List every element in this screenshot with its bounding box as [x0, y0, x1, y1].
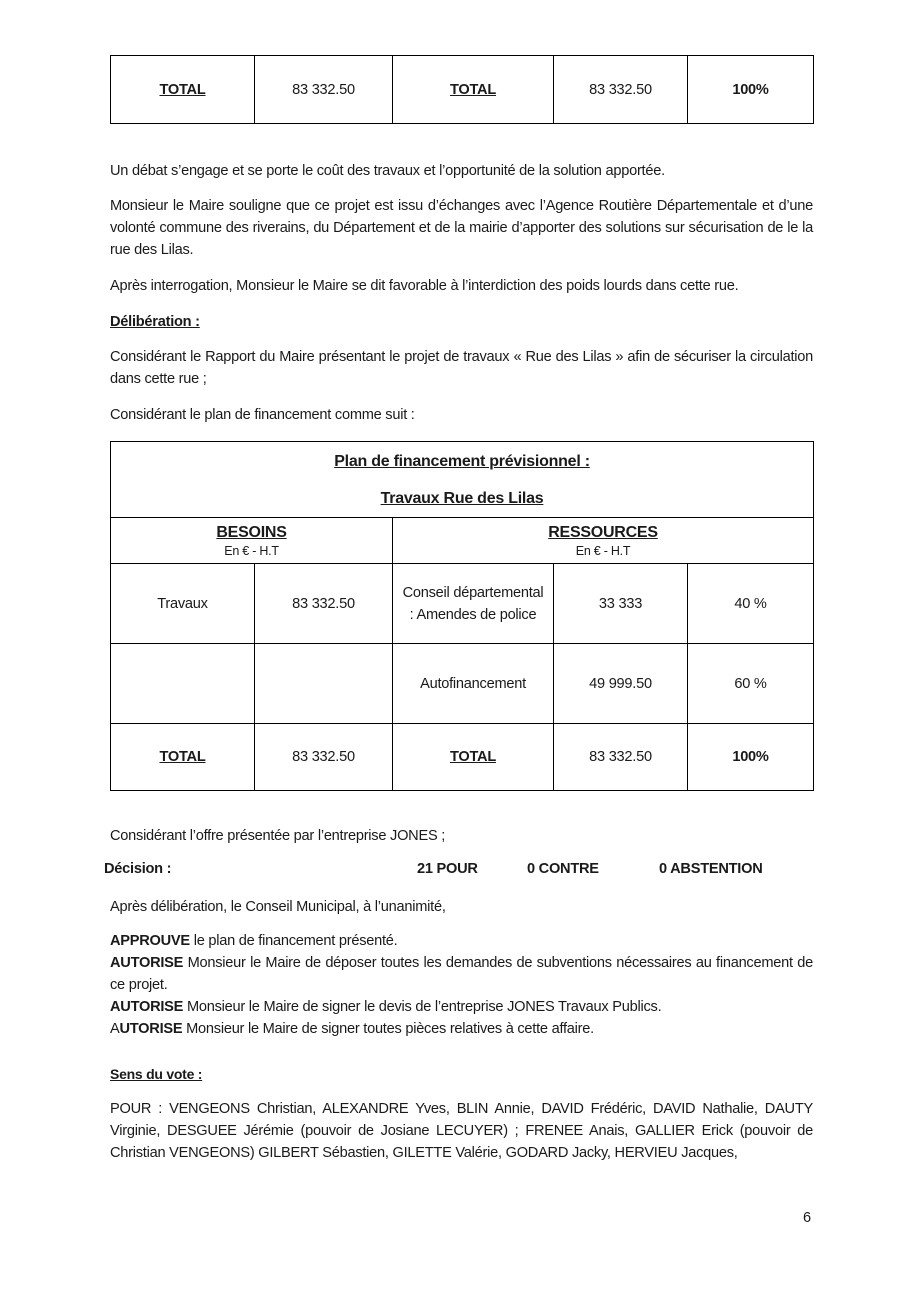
ressource-percent: 60 % — [734, 675, 767, 692]
ressource-amount: 33 333 — [598, 595, 643, 612]
resolution-autorise-devis: AUTORISE Monsieur le Maire de signer le devis de l’entreprise JONES Travaux Publics. — [110, 999, 662, 1015]
total-ressources-label: TOTAL — [449, 81, 497, 98]
ressources-header: RESSOURCES — [548, 524, 658, 541]
paragraph-considerant-rapport: Considérant le Rapport du Maire présentant le projet de travaux « Rue des Lilas » afin de sécuriser la circulation dans cette rue ; — [110, 349, 813, 387]
financing-plan-table — [110, 441, 814, 791]
total-besoins-label: TOTAL — [159, 81, 206, 98]
total-percent: 100% — [732, 749, 769, 765]
previous-financing-table-total — [110, 55, 814, 124]
ressource-label: Autofinancement — [420, 675, 526, 692]
paragraph-debat: Un débat s’engage et se porte le coût des travaux et l’opportunité de la solution apportée. — [110, 163, 665, 179]
decision-pour: 21 POUR — [417, 861, 478, 877]
total-ressources-amount: 83 332.50 — [589, 749, 652, 765]
decision-abstention: 0 ABSTENTION — [659, 861, 763, 877]
page-number: 6 — [803, 1210, 812, 1226]
resolution-autorise-pieces: AUTORISE Monsieur le Maire de signer toutes pièces relatives à cette affaire. — [110, 1021, 594, 1037]
besoin-amount: 83 332.50 — [292, 595, 355, 612]
vote-heading: Sens du vote : — [110, 1066, 203, 1082]
table-subtitle: Travaux Rue des Lilas — [380, 489, 544, 507]
ressource-percent: 40 % — [734, 595, 767, 612]
deliberation-heading: Délibération : — [110, 314, 200, 330]
paragraph-interrogation: Après interrogation, Monsieur le Maire se dit favorable à l’interdiction des poids lourds dans cette rue. — [110, 278, 739, 294]
resolution-autorise-subventions: AUTORISE Monsieur le Maire de déposer toutes les demandes de subventions nécessaires au financement de ce projet. — [110, 955, 813, 993]
total-besoins-label: TOTAL — [159, 749, 206, 765]
total-besoins-amount: 83 332.50 — [292, 749, 355, 765]
total-row — [111, 56, 814, 124]
besoins-unit: En € - H.T — [224, 544, 279, 558]
table-row — [111, 564, 814, 644]
ressources-unit: En € - H.T — [575, 544, 631, 558]
besoin-label: Travaux — [157, 595, 208, 612]
paragraph-considerant-plan: Considérant le plan de financement comme suit : — [110, 407, 415, 423]
total-ressources-amount: 83 332.50 — [589, 81, 652, 98]
ressource-label: Conseil départemental : Amendes de police — [402, 584, 544, 623]
decision-row — [104, 861, 824, 883]
total-percent: 100% — [732, 81, 769, 98]
resolution-approuve: APPROUVE le plan de financement présenté. — [110, 933, 398, 949]
table-row — [111, 644, 814, 724]
ressource-amount: 49 999.50 — [589, 675, 652, 692]
total-row — [111, 724, 814, 791]
decision-contre: 0 CONTRE — [527, 861, 599, 877]
resolutions-block — [110, 930, 813, 1040]
table-header-row — [111, 518, 814, 564]
decision-label: Décision : — [104, 861, 172, 877]
paragraph-maire-souligne: Monsieur le Maire souligne que ce projet est issu d’échanges avec l’Agence Routière Départementale et d’une volonté commune des riverains, du Département et de la mairie d’apporter des solutions sur sécurisation de le la rue des Lilas. — [110, 198, 813, 258]
paragraph-apres-deliberation: Après délibération, le Conseil Municipal, à l’unanimité, — [110, 899, 446, 915]
total-besoins-amount: 83 332.50 — [292, 81, 355, 98]
vote-pour-list: POUR : VENGEONS Christian, ALEXANDRE Yves, BLIN Annie, DAVID Frédéric, DAVID Nathalie, DAUTY Virginie, DESGUEE Jérémie (pouvoir de Josiane LECUYER) ; FRENEE Anais, GALLIER Erick (pouvoir de Christian VENGEONS) GILBERT Sébastien, GILETTE Valérie, GODARD Jacky, HERVIEU Jacques, — [110, 1101, 813, 1161]
total-ressources-label: TOTAL — [449, 749, 497, 765]
paragraph-considerant-offre: Considérant l’offre présentée par l’entreprise JONES ; — [110, 828, 446, 844]
table-title-row — [111, 442, 814, 518]
besoins-header: BESOINS — [216, 524, 287, 541]
table-title: Plan de financement prévisionnel : — [334, 452, 590, 470]
